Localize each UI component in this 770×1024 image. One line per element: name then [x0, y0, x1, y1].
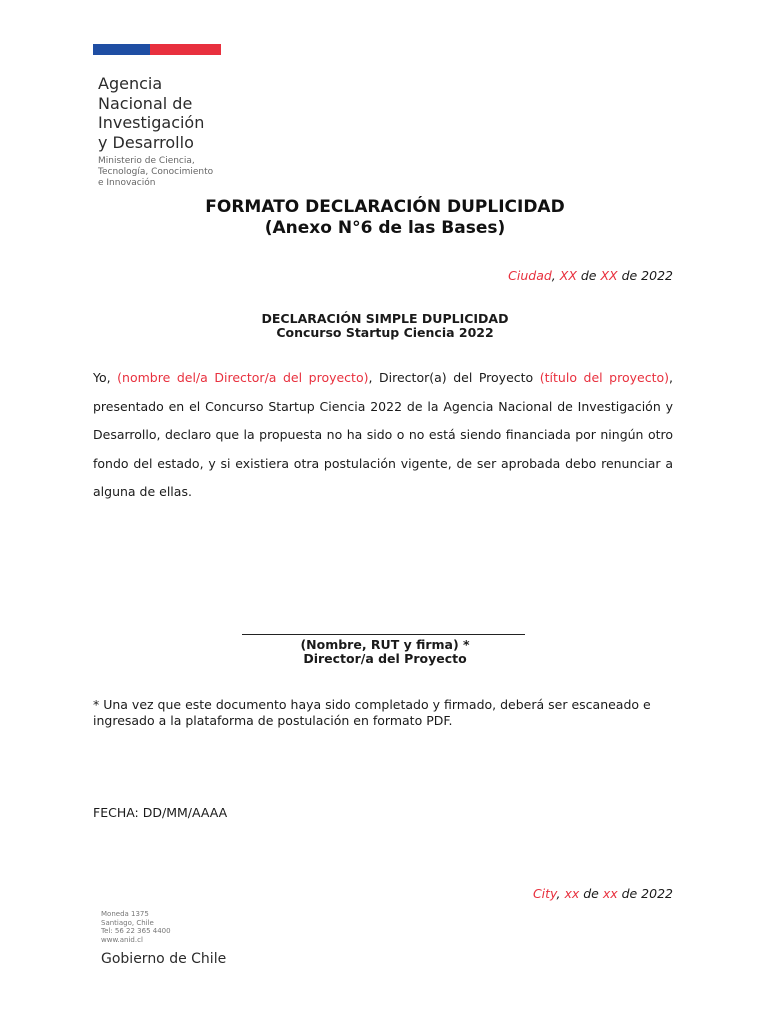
city-sep: , — [556, 886, 565, 901]
document-title: FORMATO DECLARACIÓN DUPLICIDAD — [205, 197, 565, 217]
city-date-line — [533, 886, 673, 901]
declaration-heading: DECLARACIÓN SIMPLE DUPLICIDAD — [261, 311, 509, 326]
declaration-body — [93, 364, 673, 507]
logo-ministry — [98, 156, 213, 189]
ministry-line-1: Ministerio de Ciencia, — [98, 156, 195, 166]
body-mid: , Director(a) del Proyecto — [368, 370, 540, 385]
address-line-2: Santiago, Chile — [101, 918, 154, 927]
address-line-4: www.anid.cl — [101, 935, 143, 944]
logo-line-4: y Desarrollo — [98, 132, 194, 152]
city-month-placeholder: xx — [602, 886, 618, 901]
date-de: de — [576, 268, 601, 283]
city-placeholder: City — [532, 886, 557, 901]
date-sep: , — [551, 268, 560, 283]
logo-line-1: Agencia — [98, 74, 163, 93]
ministry-line-2: Tecnología, Conocimiento — [98, 167, 214, 177]
document-subtitle: (Anexo N°6 de las Bases) — [264, 218, 506, 238]
anid-logo — [98, 74, 213, 189]
brand-flag-bar — [93, 44, 221, 55]
city-day-placeholder: xx — [564, 886, 580, 901]
contest-heading: Concurso Startup Ciencia 2022 — [276, 325, 494, 340]
footer-address — [101, 910, 171, 944]
address-line-1: Moneda 1375 — [101, 910, 149, 918]
date-line — [508, 268, 673, 283]
signature-role: Director/a del Proyecto — [303, 651, 467, 666]
date-month-placeholder: XX — [600, 268, 618, 283]
city-de: de — [579, 886, 603, 901]
gobierno-de-chile-logo: Gobierno de Chile — [101, 951, 227, 967]
date-city-placeholder: Ciudad — [508, 268, 552, 283]
body-yo: Yo, — [93, 370, 118, 385]
director-name-placeholder: (nombre del/a Director/a del proyecto) — [117, 370, 369, 385]
date-year: de 2022 — [617, 268, 673, 283]
submission-note: * Una vez que este documento haya sido completado y firmado, deberá ser escaneado e ingresado a la plataforma de postulación en formato PDF. — [93, 697, 651, 728]
flag-blue-segment — [93, 44, 150, 55]
project-title-placeholder: (título del proyecto) — [539, 370, 670, 385]
city-year: de 2022 — [617, 886, 673, 901]
logo-line-2: Nacional de — [98, 93, 193, 113]
ministry-line-3: e Innovación — [98, 178, 156, 188]
signature-label: (Nombre, RUT y firma) * — [300, 637, 470, 652]
body-rest: , presentado en el Concurso Startup Ciencia 2022 de la Agencia Nacional de Investigación y Desarrollo, declaro que la propuesta no ha sido o no está siendo financiada por ningún otro fondo del estado, y si existiera otra postulación vigente, de ser aprobada debo renunciar a alguna de ellas. — [93, 370, 673, 499]
address-line-3: Tel: 56 22 365 4400 — [101, 927, 171, 935]
fecha-field: FECHA: DD/MM/AAAA — [93, 805, 228, 820]
date-day-placeholder: XX — [559, 268, 577, 283]
signature-line — [242, 634, 525, 635]
flag-red-segment — [150, 44, 221, 55]
logo-line-3: Investigación — [98, 113, 205, 132]
